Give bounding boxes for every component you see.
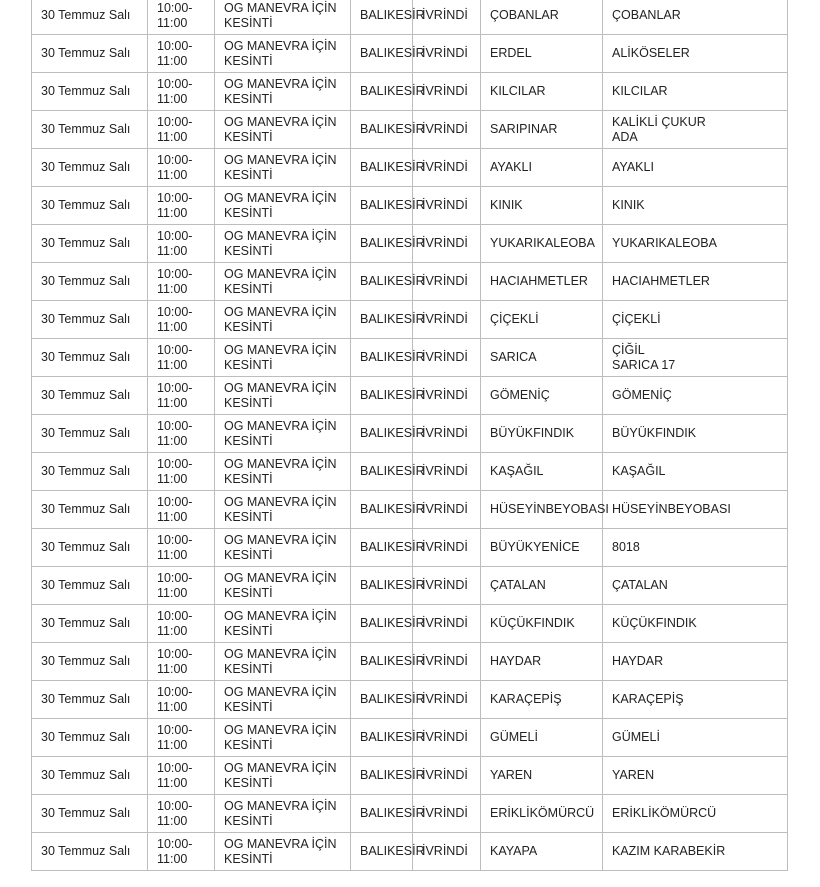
district-cell: İVRİNDİ [413,795,481,833]
district-cell: İVRİNDİ [413,453,481,491]
neighborhood-cell: HÜSEYİNBEYOBASI [481,491,603,529]
table-row [32,605,788,643]
date-cell: 30 Temmuz Salı [32,643,148,681]
district-cell: İVRİNDİ [413,529,481,567]
district-cell: İVRİNDİ [413,263,481,301]
reason-cell: OG MANEVRA İÇİN KESİNTİ [215,529,351,567]
reason-cell: OG MANEVRA İÇİN KESİNTİ [215,339,351,377]
time-range-cell: 10:00- 11:00 [148,415,215,453]
reason-cell: OG MANEVRA İÇİN KESİNTİ [215,0,351,35]
table-row [32,491,788,529]
streets-cell: KILCILAR [603,73,788,111]
province-cell: BALIKESİR [351,605,413,643]
province-cell: BALIKESİR [351,567,413,605]
time-range-cell: 10:00- 11:00 [148,301,215,339]
date-cell: 30 Temmuz Salı [32,187,148,225]
time-range-cell: 10:00- 11:00 [148,529,215,567]
date-cell: 30 Temmuz Salı [32,757,148,795]
neighborhood-cell: KÜÇÜKFINDIK [481,605,603,643]
time-range-cell: 10:00- 11:00 [148,187,215,225]
reason-cell: OG MANEVRA İÇİN KESİNTİ [215,149,351,187]
streets-cell: ÇATALAN [603,567,788,605]
province-cell: BALIKESİR [351,795,413,833]
province-cell: BALIKESİR [351,681,413,719]
reason-cell: OG MANEVRA İÇİN KESİNTİ [215,567,351,605]
district-cell: İVRİNDİ [413,605,481,643]
neighborhood-cell: KAYAPA [481,833,603,871]
province-cell: BALIKESİR [351,263,413,301]
table-row [32,453,788,491]
reason-cell: OG MANEVRA İÇİN KESİNTİ [215,73,351,111]
date-cell: 30 Temmuz Salı [32,795,148,833]
date-cell: 30 Temmuz Salı [32,681,148,719]
neighborhood-cell: KINIK [481,187,603,225]
province-cell: BALIKESİR [351,0,413,35]
table-row [32,263,788,301]
table-row [32,681,788,719]
date-cell: 30 Temmuz Salı [32,529,148,567]
streets-cell: GÖMENİÇ [603,377,788,415]
date-cell: 30 Temmuz Salı [32,301,148,339]
date-cell: 30 Temmuz Salı [32,339,148,377]
district-cell: İVRİNDİ [413,681,481,719]
neighborhood-cell: KAŞAĞIL [481,453,603,491]
time-range-cell: 10:00- 11:00 [148,35,215,73]
district-cell: İVRİNDİ [413,833,481,871]
table-row [32,529,788,567]
neighborhood-cell: AYAKLI [481,149,603,187]
district-cell: İVRİNDİ [413,225,481,263]
province-cell: BALIKESİR [351,415,413,453]
province-cell: BALIKESİR [351,301,413,339]
district-cell: İVRİNDİ [413,339,481,377]
date-cell: 30 Temmuz Salı [32,415,148,453]
date-cell: 30 Temmuz Salı [32,491,148,529]
streets-cell: HACIAHMETLER [603,263,788,301]
district-cell: İVRİNDİ [413,377,481,415]
time-range-cell: 10:00- 11:00 [148,339,215,377]
time-range-cell: 10:00- 11:00 [148,263,215,301]
time-range-cell: 10:00- 11:00 [148,833,215,871]
neighborhood-cell: BÜYÜKYENİCE [481,529,603,567]
time-range-cell: 10:00- 11:00 [148,681,215,719]
time-range-cell: 10:00- 11:00 [148,605,215,643]
reason-cell: OG MANEVRA İÇİN KESİNTİ [215,681,351,719]
streets-cell: KINIK [603,187,788,225]
outage-table-body [32,0,788,871]
reason-cell: OG MANEVRA İÇİN KESİNTİ [215,757,351,795]
table-row [32,415,788,453]
reason-cell: OG MANEVRA İÇİN KESİNTİ [215,35,351,73]
streets-cell: KALİKLİ ÇUKUR ADA [603,111,788,149]
neighborhood-cell: ERDEL [481,35,603,73]
neighborhood-cell: ÇİÇEKLİ [481,301,603,339]
outage-table-container [31,0,787,871]
reason-cell: OG MANEVRA İÇİN KESİNTİ [215,605,351,643]
district-cell: İVRİNDİ [413,567,481,605]
streets-cell: HAYDAR [603,643,788,681]
streets-cell: BÜYÜKFINDIK [603,415,788,453]
time-range-cell: 10:00- 11:00 [148,149,215,187]
streets-cell: HÜSEYİNBEYOBASI [603,491,788,529]
neighborhood-cell: GÖMENİÇ [481,377,603,415]
district-cell: İVRİNDİ [413,301,481,339]
province-cell: BALIKESİR [351,111,413,149]
reason-cell: OG MANEVRA İÇİN KESİNTİ [215,187,351,225]
district-cell: İVRİNDİ [413,111,481,149]
reason-cell: OG MANEVRA İÇİN KESİNTİ [215,453,351,491]
reason-cell: OG MANEVRA İÇİN KESİNTİ [215,111,351,149]
time-range-cell: 10:00- 11:00 [148,491,215,529]
province-cell: BALIKESİR [351,719,413,757]
neighborhood-cell: ERİKLİKÖMÜRCÜ [481,795,603,833]
streets-cell: ÇİĞİL SARICA 17 [603,339,788,377]
time-range-cell: 10:00- 11:00 [148,643,215,681]
date-cell: 30 Temmuz Salı [32,149,148,187]
reason-cell: OG MANEVRA İÇİN KESİNTİ [215,795,351,833]
table-row [32,719,788,757]
table-row [32,643,788,681]
district-cell: İVRİNDİ [413,415,481,453]
date-cell: 30 Temmuz Salı [32,453,148,491]
time-range-cell: 10:00- 11:00 [148,111,215,149]
province-cell: BALIKESİR [351,187,413,225]
table-row [32,833,788,871]
date-cell: 30 Temmuz Salı [32,605,148,643]
province-cell: BALIKESİR [351,73,413,111]
district-cell: İVRİNDİ [413,0,481,35]
neighborhood-cell: SARIPINAR [481,111,603,149]
time-range-cell: 10:00- 11:00 [148,795,215,833]
neighborhood-cell: KARAÇEPİŞ [481,681,603,719]
time-range-cell: 10:00- 11:00 [148,719,215,757]
neighborhood-cell: KILCILAR [481,73,603,111]
streets-cell: ALİKÖSELER [603,35,788,73]
streets-cell: ÇİÇEKLİ [603,301,788,339]
table-row [32,301,788,339]
table-row [32,35,788,73]
province-cell: BALIKESİR [351,453,413,491]
province-cell: BALIKESİR [351,149,413,187]
date-cell: 30 Temmuz Salı [32,0,148,35]
reason-cell: OG MANEVRA İÇİN KESİNTİ [215,301,351,339]
reason-cell: OG MANEVRA İÇİN KESİNTİ [215,263,351,301]
streets-cell: YUKARIKALEOBA [603,225,788,263]
time-range-cell: 10:00- 11:00 [148,225,215,263]
streets-cell: KÜÇÜKFINDIK [603,605,788,643]
date-cell: 30 Temmuz Salı [32,833,148,871]
table-row [32,795,788,833]
neighborhood-cell: YUKARIKALEOBA [481,225,603,263]
streets-cell: ÇOBANLAR [603,0,788,35]
district-cell: İVRİNDİ [413,73,481,111]
table-row [32,0,788,35]
table-row [32,187,788,225]
date-cell: 30 Temmuz Salı [32,35,148,73]
province-cell: BALIKESİR [351,833,413,871]
streets-cell: GÜMELİ [603,719,788,757]
table-row [32,225,788,263]
streets-cell: 8018 [603,529,788,567]
streets-cell: KAZIM KARABEKİR [603,833,788,871]
date-cell: 30 Temmuz Salı [32,567,148,605]
district-cell: İVRİNDİ [413,187,481,225]
province-cell: BALIKESİR [351,339,413,377]
time-range-cell: 10:00- 11:00 [148,0,215,35]
province-cell: BALIKESİR [351,35,413,73]
province-cell: BALIKESİR [351,377,413,415]
date-cell: 30 Temmuz Salı [32,719,148,757]
table-row [32,377,788,415]
outage-table [31,0,788,871]
neighborhood-cell: BÜYÜKFINDIK [481,415,603,453]
neighborhood-cell: SARICA [481,339,603,377]
district-cell: İVRİNDİ [413,149,481,187]
reason-cell: OG MANEVRA İÇİN KESİNTİ [215,225,351,263]
district-cell: İVRİNDİ [413,757,481,795]
reason-cell: OG MANEVRA İÇİN KESİNTİ [215,415,351,453]
time-range-cell: 10:00- 11:00 [148,453,215,491]
reason-cell: OG MANEVRA İÇİN KESİNTİ [215,377,351,415]
streets-cell: KARAÇEPİŞ [603,681,788,719]
time-range-cell: 10:00- 11:00 [148,73,215,111]
neighborhood-cell: HAYDAR [481,643,603,681]
district-cell: İVRİNDİ [413,35,481,73]
district-cell: İVRİNDİ [413,719,481,757]
streets-cell: YAREN [603,757,788,795]
streets-cell: KAŞAĞIL [603,453,788,491]
streets-cell: AYAKLI [603,149,788,187]
province-cell: BALIKESİR [351,491,413,529]
time-range-cell: 10:00- 11:00 [148,757,215,795]
table-row [32,757,788,795]
time-range-cell: 10:00- 11:00 [148,377,215,415]
date-cell: 30 Temmuz Salı [32,263,148,301]
reason-cell: OG MANEVRA İÇİN KESİNTİ [215,833,351,871]
date-cell: 30 Temmuz Salı [32,73,148,111]
date-cell: 30 Temmuz Salı [32,377,148,415]
reason-cell: OG MANEVRA İÇİN KESİNTİ [215,643,351,681]
date-cell: 30 Temmuz Salı [32,225,148,263]
neighborhood-cell: ÇOBANLAR [481,0,603,35]
district-cell: İVRİNDİ [413,491,481,529]
neighborhood-cell: YAREN [481,757,603,795]
reason-cell: OG MANEVRA İÇİN KESİNTİ [215,491,351,529]
table-row [32,149,788,187]
province-cell: BALIKESİR [351,225,413,263]
date-cell: 30 Temmuz Salı [32,111,148,149]
district-cell: İVRİNDİ [413,643,481,681]
province-cell: BALIKESİR [351,529,413,567]
table-row [32,339,788,377]
time-range-cell: 10:00- 11:00 [148,567,215,605]
neighborhood-cell: ÇATALAN [481,567,603,605]
table-row [32,73,788,111]
streets-cell: ERİKLİKÖMÜRCÜ [603,795,788,833]
table-row [32,567,788,605]
reason-cell: OG MANEVRA İÇİN KESİNTİ [215,719,351,757]
table-row [32,111,788,149]
province-cell: BALIKESİR [351,643,413,681]
province-cell: BALIKESİR [351,757,413,795]
neighborhood-cell: GÜMELİ [481,719,603,757]
neighborhood-cell: HACIAHMETLER [481,263,603,301]
